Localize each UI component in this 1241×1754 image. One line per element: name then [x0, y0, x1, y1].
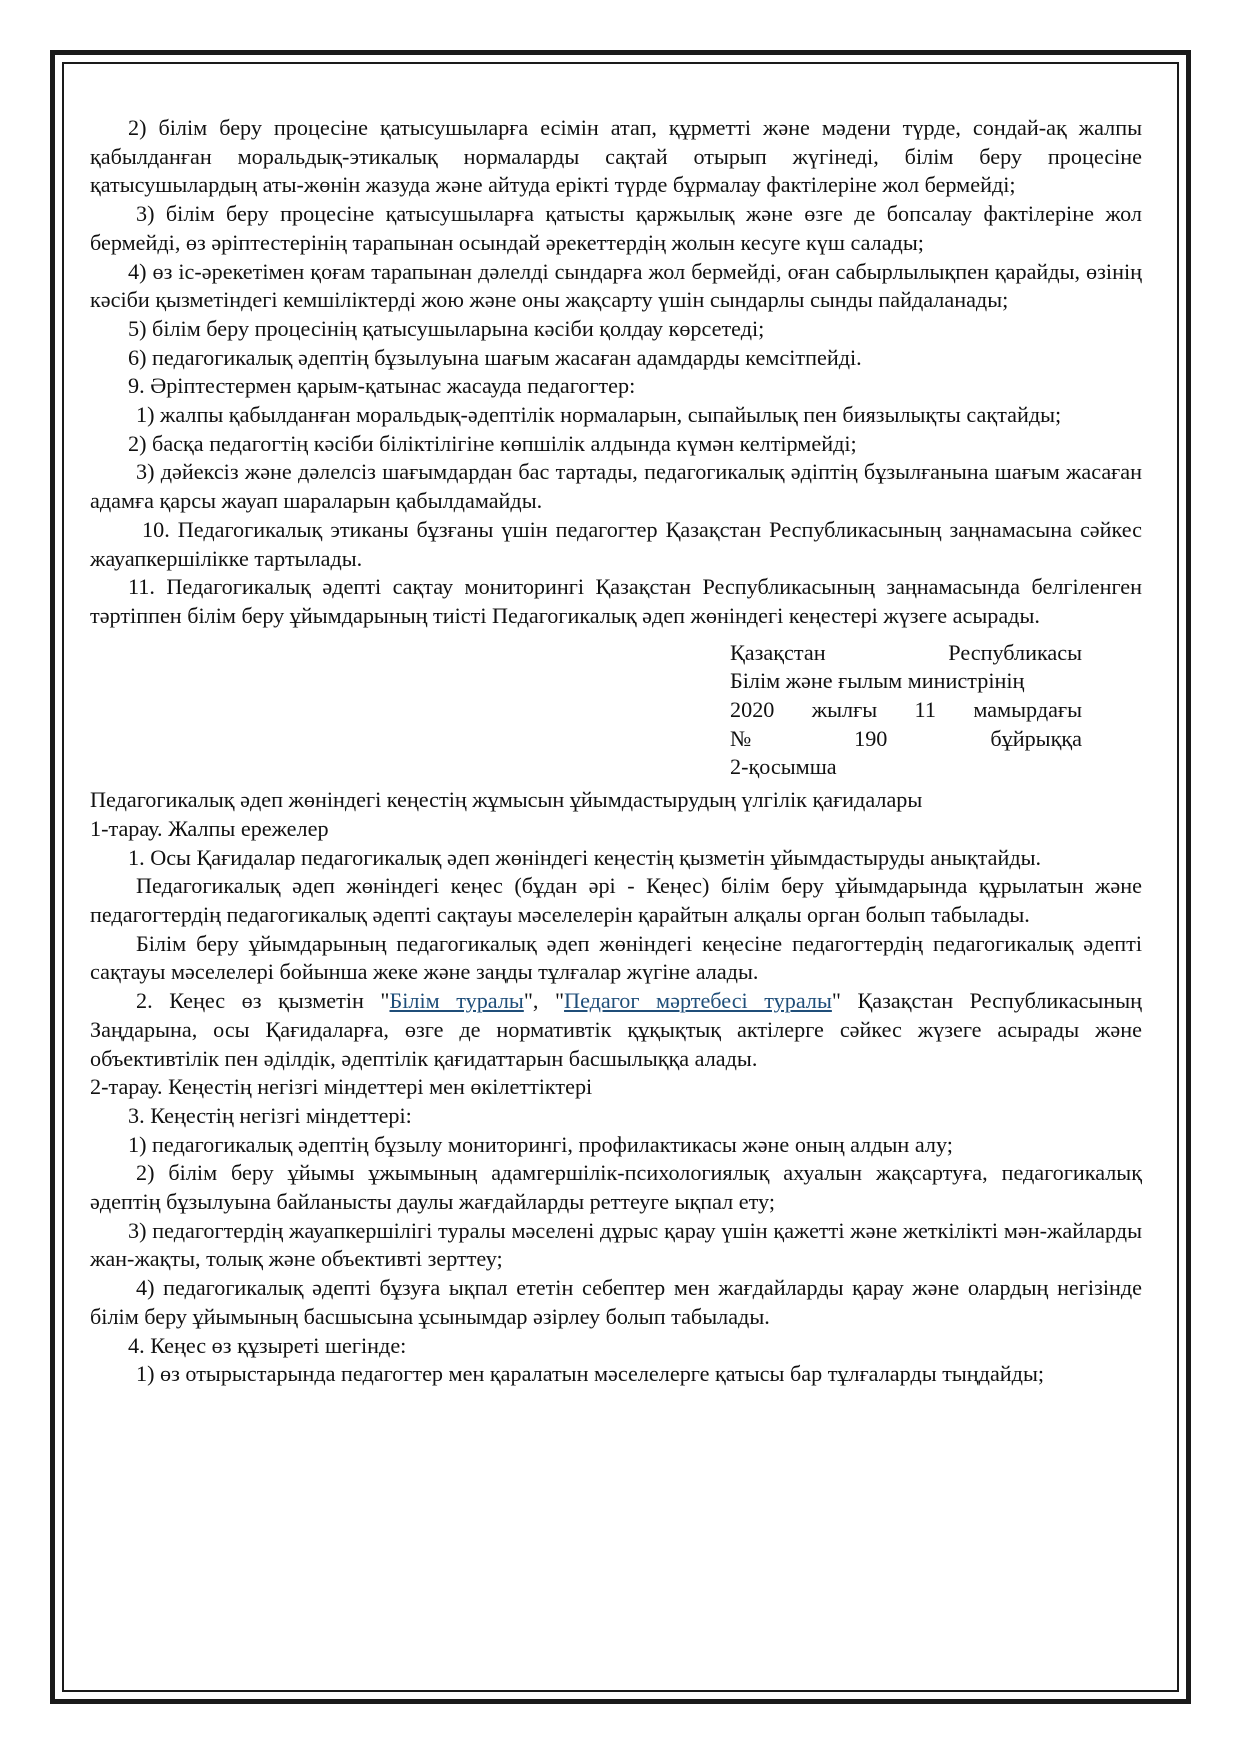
- text: ", ": [523, 988, 565, 1014]
- paragraph: 3) дәйексіз және дәлелсіз шағымдардан бас тартады, педагогикалық әдіптің бұзылғанына шағым жасаған адамға қарсы жауап шараларын қабылдамайды.: [90, 459, 1142, 514]
- signature-text: №: [730, 725, 752, 751]
- signature-text: жылғы: [811, 697, 878, 723]
- signature-text: 2-қосымша: [730, 754, 837, 780]
- chapter-heading: 2-тарау. Кеңестің негізгі міндеттері мен өкілеттіктері: [90, 1074, 593, 1100]
- law-link-education[interactable]: Білім туралы: [389, 988, 524, 1014]
- law-link-teacher-status[interactable]: Педагог мәртебесі туралы: [564, 988, 832, 1014]
- paragraph: 3. Кеңестің негізгі міндеттері:: [128, 1102, 412, 1128]
- paragraph: 1) педагогикалық әдептің бұзылу мониторингі, профилактикасы және оның алдын алу;: [128, 1131, 953, 1157]
- chapter-heading: 1-тарау. Жалпы ережелер: [90, 815, 329, 841]
- paragraph: 2) білім беру процесіне қатысушыларға есімін атап, құрметті және мәдени түрде, сондай-ақ жалпы қабылданған моральдық-этикалық нормаларды сақтай отырып жүгінеді, білім беру процесіне қатысушылардың аты-жөнін жазуда және айтуда ерікті түрде бұрмалау фактілеріне жол бермейді;: [90, 115, 1142, 198]
- signature-text: Білім және ғылым министрінің: [730, 668, 1025, 694]
- paragraph: 5) білім беру процесінің қатысушыларына кәсіби қолдау көрсетеді;: [128, 315, 765, 341]
- document-body: [90, 114, 1142, 1389]
- paragraph: 9. Әріптестермен қарым-қатынас жасауда педагогтер:: [128, 373, 636, 399]
- paragraph: Педагогикалық әдеп жөніндегі кеңес (бұдан әрі - Кеңес) білім беру ұйымдарында құрылатын және педагогтердің педагогикалық әдепті сақтауы мәселелерін қарайтын алқалы орган болып табылады.: [90, 873, 1142, 927]
- paragraph: 10. Педагогикалық этиканы бұзғаны үшін педагогтер Қазақстан Республикасының заңнамасына сәйкес жауапкершілікке тартылады.: [90, 516, 1142, 571]
- paragraph: 1) жалпы қабылданған моральдық-әдептілік нормаларын, сыпайылық пен биязылықты сақтайды;: [136, 402, 1062, 428]
- text: " Қазақстан Республикасының Заңдарына, осы Қағидаларға, өзге де нормативтік құқықтық актілерге сәйкес жүзеге асырады және объективтілік пен әділдік, әдептілік қағидаттарын басшылыққа алады.: [90, 988, 1142, 1071]
- document-title: Педагогикалық әдеп жөніндегі кеңестің жұмысын ұйымдастырудың үлгілік қағидалары: [90, 787, 923, 813]
- paragraph: 3) білім беру процесіне қатысушыларға қатысты қаржылық және өзге де бопсалау фактілеріне жол бермейді, өз әріптестерінің тарапынан осындай әрекеттердің жолын кесуге күш салады;: [90, 201, 1142, 255]
- paragraph: 4) өз іс-әрекетімен қоғам тарапынан дәлелді сындарға жол бермейді, оған сабырлылықпен қарайды, өзінің кәсіби қызметіндегі кемшіліктерді жою және оны жақсарту үшін сындарлы сынды пайдаланады;: [90, 258, 1142, 313]
- paragraph: 11. Педагогикалық әдепті сақтау мониторингі Қазақстан Республикасының заңнамасында белгіленген тәртіппен білім беру ұйымдарының тиісті Педагогикалық әдеп жөніндегі кеңестері жүзеге асырады.: [90, 574, 1142, 628]
- paragraph: 1. Осы Қағидалар педагогикалық әдеп жөніндегі кеңестің қызметін ұйымдастыруды анықтайды.: [128, 844, 1042, 870]
- text: 2. Кеңес өз қызметін ": [136, 988, 390, 1014]
- paragraph: 4. Кеңес өз құзыреті шегінде:: [128, 1332, 407, 1358]
- signature-text: Қазақстан: [730, 639, 826, 665]
- signature-text: мамырдағы: [973, 697, 1082, 723]
- signature-text: 2020: [730, 697, 775, 723]
- signature-text: 190: [854, 725, 888, 751]
- paragraph: 2) білім беру ұйымы ұжымының адамгершілік-психологиялық ахуалын жақсартуға, педагогикалық әдептің бұзылуына байланысты даулы жағдайларды реттеуге ықпал ету;: [90, 1160, 1142, 1215]
- paragraph: Білім беру ұйымдарының педагогикалық әдеп жөніндегі кеңесіне педагогтердің педагогикалық әдепті сақтауы мәселелері бойынша жеке және заңды тұлғалар жүгіне алады.: [90, 930, 1142, 985]
- appendix-signature-block: [730, 639, 1082, 783]
- paragraph: 3) педагогтердің жауапкершілігі туралы мәселені дұрыс қарау үшін қажетті және жеткілікті мән-жайларды жан-жақты, толық және объективті зерттеу;: [90, 1217, 1142, 1272]
- signature-text: Республикасы: [948, 639, 1082, 665]
- paragraph: 1) өз отырыстарында педагогтер мен қаралатын мәселелерге қатысы бар тұлғаларды тыңдайды;: [136, 1361, 1045, 1387]
- paragraph: 6) педагогикалық әдептің бұзылуына шағым жасаған адамдарды кемсітпейді.: [128, 344, 862, 370]
- paragraph: 2) басқа педагогтің кәсіби біліктілігіне көпшілік алдында күмән келтірмейді;: [128, 430, 857, 456]
- signature-text: бұйрыққа: [990, 725, 1082, 751]
- paragraph-with-links: [90, 987, 1142, 1073]
- paragraph: 4) педагогикалық әдепті бұзуға ықпал ететін себептер мен жағдайларды қарау және олардың негізінде білім беру ұйымының басшысына ұсынымдар әзірлеу болып табылады.: [90, 1275, 1142, 1329]
- signature-text: 11: [914, 697, 936, 723]
